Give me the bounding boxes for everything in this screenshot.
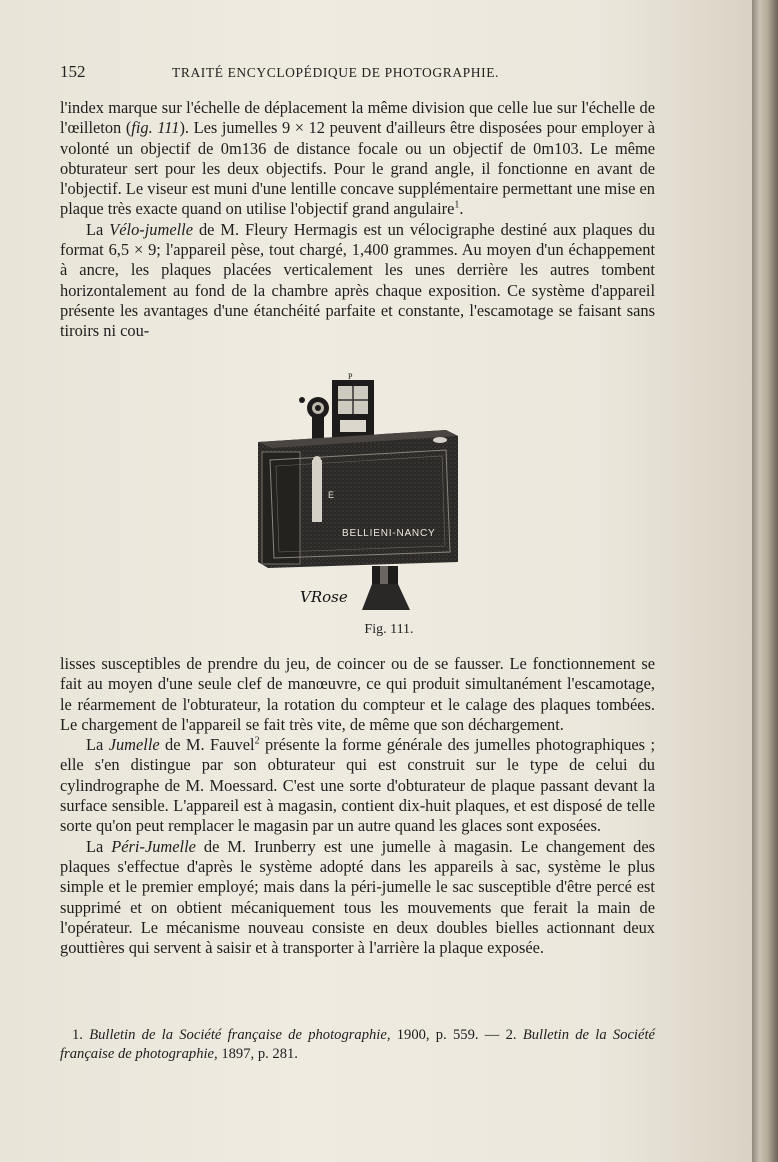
footnote-2-title: Bulletin de la Société française de photographie (60, 1027, 655, 1062)
footnote-1-rest: , 1900, p. 559. — 2. (386, 1027, 517, 1043)
para2-title: Vélo-jumelle (109, 219, 193, 239)
page-header (60, 62, 660, 84)
para4-title: Jumelle (108, 735, 160, 755)
para2-text-a: La (86, 219, 110, 239)
footnote-text (60, 1026, 655, 1064)
book-page-edge (752, 0, 778, 1162)
figure-reference: fig. 111 (131, 118, 180, 138)
engraver-signature: VRose (300, 588, 348, 606)
footnote-marker-2: 2 (254, 735, 260, 747)
text-block-top (60, 98, 655, 342)
figure-caption: Fig. 111. (364, 622, 414, 637)
camera-engraving (250, 370, 466, 615)
text-block-bottom (60, 654, 655, 958)
paragraph-continuation: lisses susceptibles de prendre du jeu, de coincer ou de se fausser. Le fonctionnement se fait au moyen d'une seule clef de manœuvre, ce qui produit simultanément l'escamotage, le réarmement de l'obturateur, la rotation du compteur et le calage des plaques tombées. Le chargement de l'appareil se fait très vite, de même que son déchargement. (60, 654, 655, 734)
para2-text-b: de M. Fleury Hermagis est un vélocigraphe destiné aux plaques du format 6,5 × 9; l'appareil pèse, tout chargé, 1,400 grammes. Au moyen d'un échappement à ancre, les plaques placées verticalement les unes derrière les autres tombent horizontalement au fond de la chambre après chaque exposition. Ce système d'appareil présente les avantages d'une étanchéité parfaite et constante, l'escamotage se faisant sans tiroirs ni cou- (60, 219, 655, 341)
para1-text-c: . (459, 199, 464, 219)
viewfinder-letter: P (348, 372, 353, 381)
para4-text-b: de M. Fauvel (159, 735, 255, 755)
camera-brand-label: BELLIENI-NANCY (342, 528, 436, 539)
para5-text-b: de M. Irunberry est une jumelle à magasin. Le changement des plaques s'effectue d'après le système adopté dans les appareils à sac, système le plus simple et le premier employé; mais dans la péri-jumelle le sac susceptible d'être percé est supprimé et on obtient mécaniquement tous les mouvements que ferait la main de l'opérateur. Le mécanisme nouveau consiste en deux doubles bielles actionnant deux gouttières qui servent à saisir et à transporter à l'arrière la plaque exposée. (60, 836, 655, 958)
camera-side-letter: E (328, 490, 335, 500)
footnote-2-rest: , 1897, p. 281. (214, 1046, 298, 1062)
para1-text-a: l'index marque sur l'échelle de déplacement la même division que celle lue sur l'échelle de l'œilleton ( (60, 98, 655, 138)
paragraph-velo-jumelle (60, 220, 655, 342)
footnote-1-title: Bulletin de la Société française de photographie (89, 1027, 387, 1043)
para4-text-c: présente la forme générale des jumelles photographiques ; elle s'en distingue par son obturateur qui est construit sur le type de celui du cylindrographe de M. Moessard. C'est une sorte d'obturateur de plaque passant devant la surface sensible. L'appareil est à magasin, contient dix-huit plaques, et est disposé de telle sorte qu'on peut remplacer le magasin par un autre quand les glaces sont exposées. (60, 735, 656, 836)
paragraph-index (60, 98, 655, 220)
para4-text-a: La (86, 735, 109, 755)
para5-text-a: La (86, 836, 112, 856)
para1-text-b: ). Les jumelles 9 × 12 peuvent d'ailleurs être disposées pour employer à volonté un objectif de 0m136 de distance focale ou un objectif de 0m103. Le même obturateur sert pour les deux objectifs. Pour le grand angle, il fonctionne en avant de l'objectif. Le viseur est muni d'une lentille concave supplémentaire permettant une mise en plaque très exacte quand on utilise l'objectif grand angulaire (60, 118, 656, 219)
page-number: 152 (60, 62, 86, 81)
paragraph-jumelle-fauvel (60, 735, 655, 836)
footnotes (60, 1026, 655, 1064)
running-title: TRAITÉ ENCYCLOPÉDIQUE DE PHOTOGRAPHIE. (172, 65, 500, 80)
paragraph-peri-jumelle (60, 837, 655, 959)
footnote-1-number: 1. (72, 1027, 83, 1043)
para5-title: Péri-Jumelle (111, 836, 196, 856)
figure-camera-illustration (250, 370, 466, 615)
footnote-marker-1: 1 (454, 200, 460, 212)
